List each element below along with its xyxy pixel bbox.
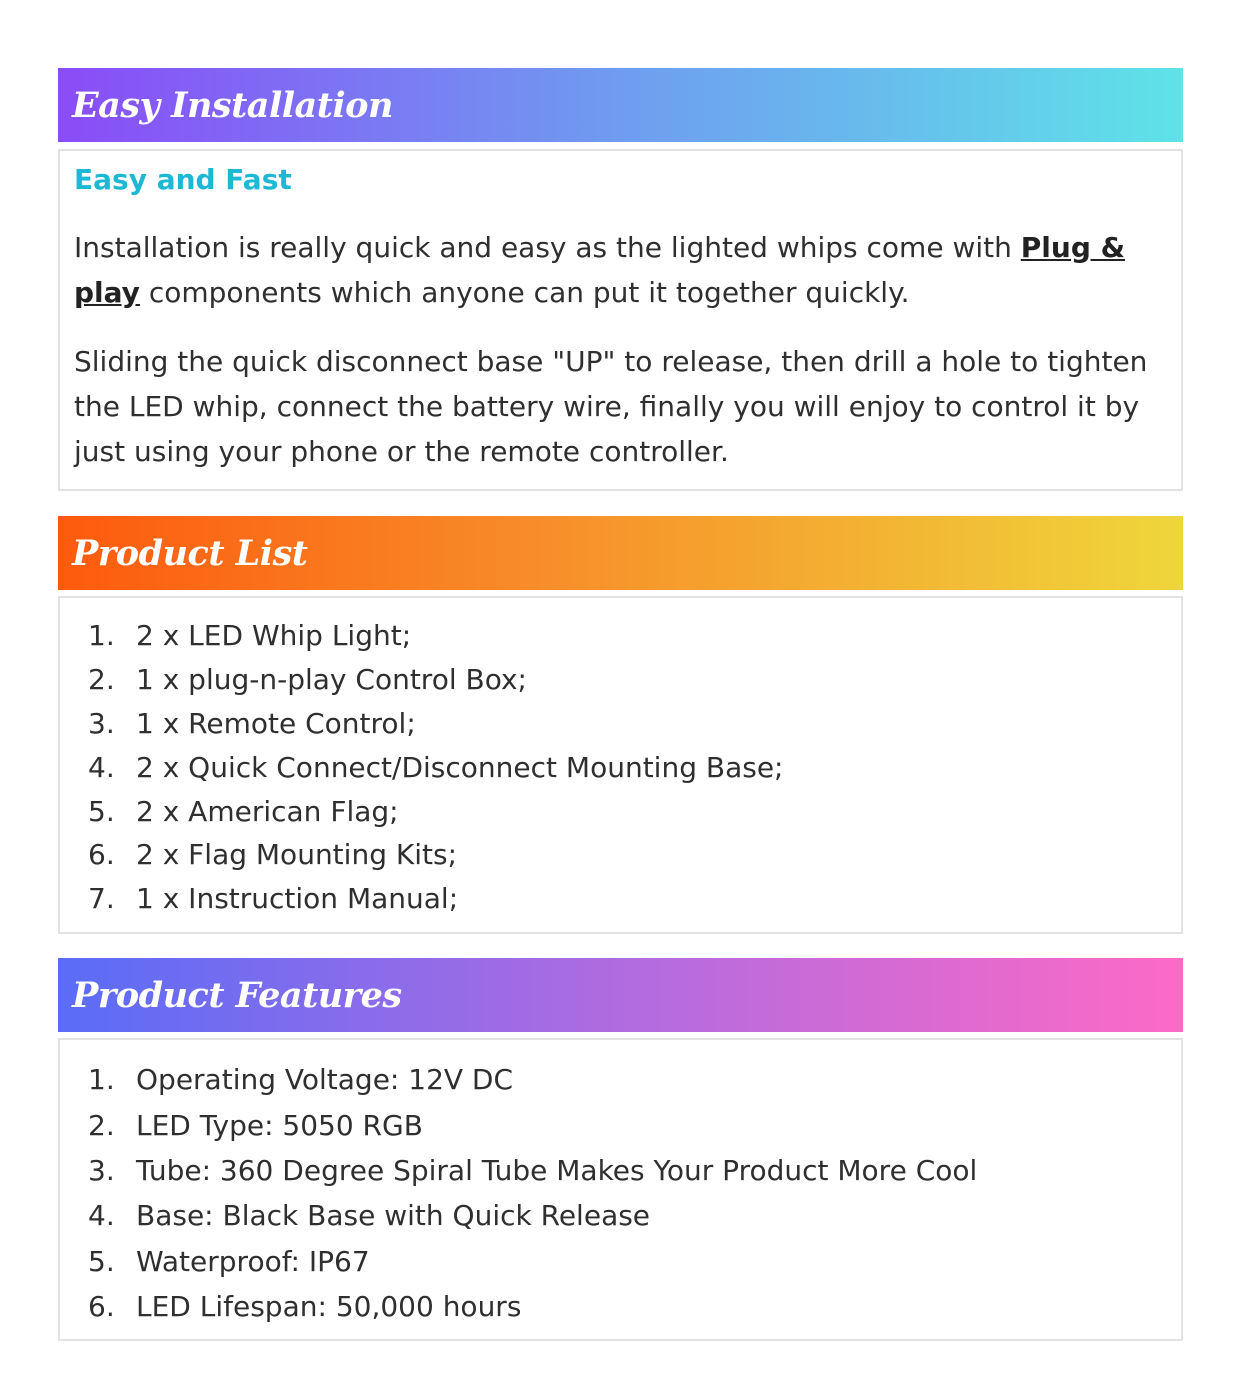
list-item (60, 1284, 1181, 1329)
list-item (60, 833, 1181, 877)
list-item-text: 1 x plug-n-play Control Box; (136, 663, 527, 697)
list-item-number: 6. (88, 838, 115, 872)
list-item-text: LED Type: 5050 RGB (136, 1108, 423, 1142)
easy-installation-content (58, 149, 1183, 491)
list-item-number: 7. (88, 882, 115, 916)
list-item-number: 4. (88, 750, 115, 784)
product-features-content (58, 1038, 1183, 1341)
list-item-text: Operating Voltage: 12V DC (136, 1063, 514, 1097)
list-item-text: 2 x American Flag; (136, 794, 399, 828)
easy-and-fast-subheading: Easy and Fast (74, 163, 292, 196)
product-list-content (58, 596, 1183, 934)
list-item-number: 5. (88, 794, 115, 828)
product-features-list (60, 1040, 1181, 1329)
list-item-text: 1 x Remote Control; (136, 706, 416, 740)
list-item-text: 1 x Instruction Manual; (136, 882, 459, 916)
list-item-number: 3. (88, 706, 115, 740)
list-item (60, 789, 1181, 833)
list-item (60, 1148, 1181, 1193)
list-item (60, 877, 1181, 921)
list-item-number: 6. (88, 1290, 115, 1324)
plug-and-play-link[interactable]: Plug & play (74, 231, 1126, 309)
list-item (60, 1193, 1181, 1238)
list-item (60, 614, 1181, 658)
list-item (60, 658, 1181, 702)
list-item-number: 4. (88, 1199, 115, 1233)
list-item (60, 1102, 1181, 1147)
list-item (60, 1239, 1181, 1284)
list-item-text: Waterproof: IP67 (136, 1244, 370, 1278)
product-list-header (58, 516, 1183, 590)
list-item (60, 745, 1181, 789)
list-item-text: LED Lifespan: 50,000 hours (136, 1290, 522, 1324)
list-item-number: 2. (88, 663, 115, 697)
installation-paragraph-2: Sliding the quick disconnect base "UP" to release, then drill a hole to tighten the LED whip, connect the battery wire, finally you will enjoy to control it by just using your phone or the remote controller. (74, 345, 1148, 468)
list-item-number: 2. (88, 1108, 115, 1142)
installation-paragraph-1 (74, 225, 1165, 315)
list-item-text: 2 x Quick Connect/Disconnect Mounting Base; (136, 750, 784, 784)
easy-installation-header (58, 68, 1183, 142)
list-item-text: Tube: 360 Degree Spiral Tube Makes Your Product More Cool (136, 1153, 978, 1187)
list-item (60, 1057, 1181, 1102)
product-features-header (58, 958, 1183, 1032)
list-item-text: 2 x LED Whip Light; (136, 619, 412, 653)
list-item-text: 2 x Flag Mounting Kits; (136, 838, 458, 872)
list-item (60, 702, 1181, 746)
list-item-number: 5. (88, 1244, 115, 1278)
product-list-title: Product List (72, 532, 308, 574)
installation-paragraph-1-start: Installation is really quick and easy as the lighted whips come with (74, 231, 1021, 264)
product-list (60, 598, 1181, 921)
list-item-text: Base: Black Base with Quick Release (136, 1199, 651, 1233)
list-item-number: 3. (88, 1153, 115, 1187)
easy-installation-title: Easy Installation (72, 84, 393, 126)
list-item-number: 1. (88, 1063, 115, 1097)
list-item-number: 1. (88, 619, 115, 653)
installation-paragraph-1-end: components which anyone can put it together quickly. (139, 276, 910, 309)
product-features-title: Product Features (72, 974, 402, 1016)
